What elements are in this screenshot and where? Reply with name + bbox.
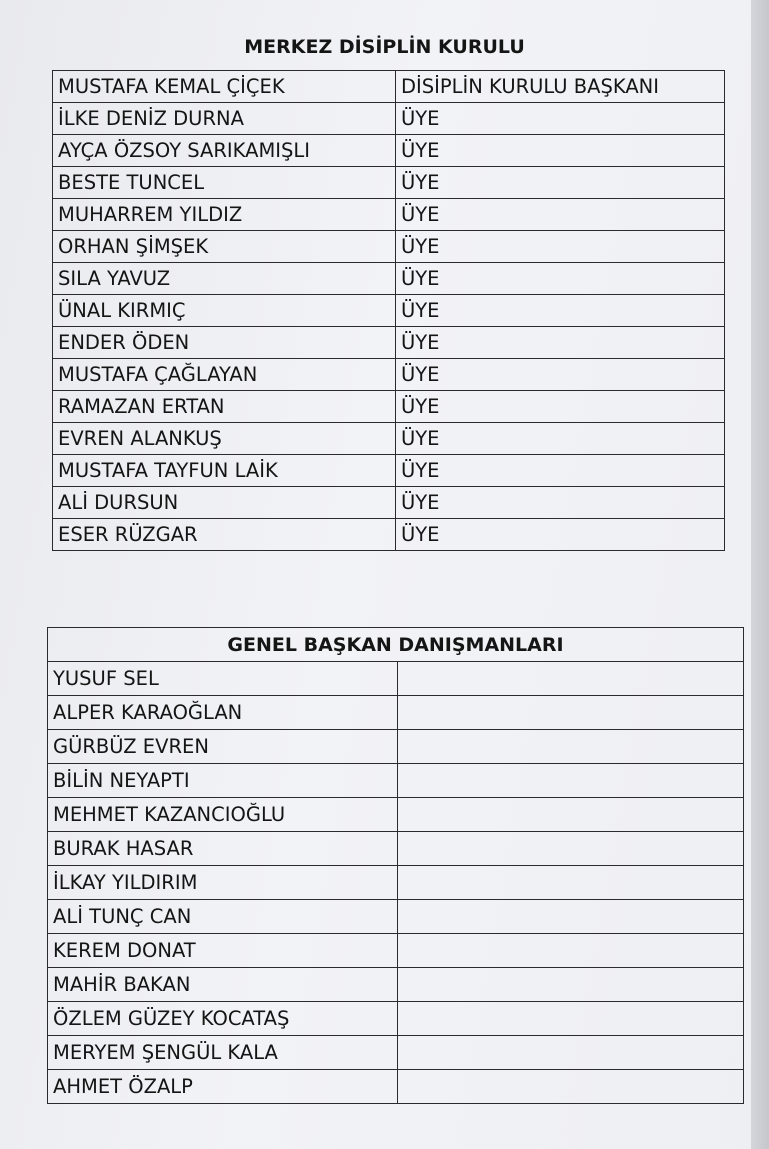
table-row [53,327,725,359]
member-role-cell: ÜYE [396,263,725,295]
member-role-cell [398,832,744,866]
member-name-cell: BİLİN NEYAPTI [48,764,398,798]
table-row [53,423,725,455]
table-row [48,866,744,900]
table-row [53,295,725,327]
table-row [48,764,744,798]
member-name-cell: MUSTAFA KEMAL ÇİÇEK [53,71,396,103]
table-row [48,968,744,1002]
member-name-cell: BURAK HASAR [48,832,398,866]
danismanlar-body [48,628,744,1104]
member-name-cell: ALİ DURSUN [53,487,396,519]
table-row [53,103,725,135]
table-row [48,934,744,968]
table-row [53,167,725,199]
member-role-cell [398,1002,744,1036]
table-row [48,1036,744,1070]
table-row [53,135,725,167]
member-name-cell: MUHARREM YILDIZ [53,199,396,231]
member-name-cell: MUSTAFA ÇAĞLAYAN [53,359,396,391]
member-name-cell: MUSTAFA TAYFUN LAİK [53,455,396,487]
member-role-cell: ÜYE [396,103,725,135]
page-edge-shadow [751,0,769,1149]
member-role-cell: ÜYE [396,167,725,199]
table-row [48,696,744,730]
member-role-cell: ÜYE [396,423,725,455]
table-row [53,487,725,519]
table-row [53,263,725,295]
member-role-cell: ÜYE [396,487,725,519]
member-role-cell [398,662,744,696]
member-role-cell [398,730,744,764]
member-role-cell [398,934,744,968]
member-role-cell [398,696,744,730]
table-row [48,832,744,866]
member-name-cell: MEHMET KAZANCIOĞLU [48,798,398,832]
member-name-cell: GÜRBÜZ EVREN [48,730,398,764]
table-row [53,71,725,103]
member-name-cell: YUSUF SEL [48,662,398,696]
table-row [53,231,725,263]
member-name-cell: EVREN ALANKUŞ [53,423,396,455]
member-role-cell: ÜYE [396,135,725,167]
member-name-cell: ENDER ÖDEN [53,327,396,359]
member-name-cell: ÖZLEM GÜZEY KOCATAŞ [48,1002,398,1036]
table-row [53,391,725,423]
member-name-cell: AYÇA ÖZSOY SARIKAMIŞLI [53,135,396,167]
table-row [48,662,744,696]
member-role-cell: ÜYE [396,391,725,423]
table-row [53,199,725,231]
member-role-cell [398,968,744,1002]
member-role-cell: ÜYE [396,231,725,263]
member-role-cell: ÜYE [396,519,725,551]
member-role-cell [398,866,744,900]
member-name-cell: RAMAZAN ERTAN [53,391,396,423]
member-name-cell: MERYEM ŞENGÜL KALA [48,1036,398,1070]
disiplin-kurulu-title: MERKEZ DİSİPLİN KURULU [244,36,525,58]
member-role-cell [398,1036,744,1070]
member-role-cell: ÜYE [396,455,725,487]
danismanlar-table [47,627,744,1104]
member-role-cell [398,798,744,832]
table-row [53,519,725,551]
table-row [48,1002,744,1036]
member-name-cell: ÜNAL KIRMIÇ [53,295,396,327]
member-role-cell: ÜYE [396,327,725,359]
danismanlar-header-row [48,628,744,662]
table-row [48,1070,744,1104]
member-name-cell: ORHAN ŞİMŞEK [53,231,396,263]
member-name-cell: BESTE TUNCEL [53,167,396,199]
member-role-cell: ÜYE [396,295,725,327]
member-role-cell: DİSİPLİN KURULU BAŞKANI [396,71,725,103]
member-role-cell [398,1070,744,1104]
danismanlar-title: GENEL BAŞKAN DANIŞMANLARI [48,628,744,662]
member-name-cell: KEREM DONAT [48,934,398,968]
table-row [48,900,744,934]
member-name-cell: SILA YAVUZ [53,263,396,295]
table-row [53,359,725,391]
disiplin-kurulu-body [53,71,725,551]
member-role-cell [398,764,744,798]
member-name-cell: ESER RÜZGAR [53,519,396,551]
table-row [53,455,725,487]
member-role-cell: ÜYE [396,359,725,391]
member-name-cell: İLKAY YILDIRIM [48,866,398,900]
member-name-cell: ALPER KARAOĞLAN [48,696,398,730]
member-role-cell: ÜYE [396,199,725,231]
member-name-cell: İLKE DENİZ DURNA [53,103,396,135]
member-name-cell: MAHİR BAKAN [48,968,398,1002]
member-role-cell [398,900,744,934]
member-name-cell: AHMET ÖZALP [48,1070,398,1104]
member-name-cell: ALİ TUNÇ CAN [48,900,398,934]
table-row [48,730,744,764]
table-row [48,798,744,832]
disiplin-kurulu-table [52,70,725,551]
